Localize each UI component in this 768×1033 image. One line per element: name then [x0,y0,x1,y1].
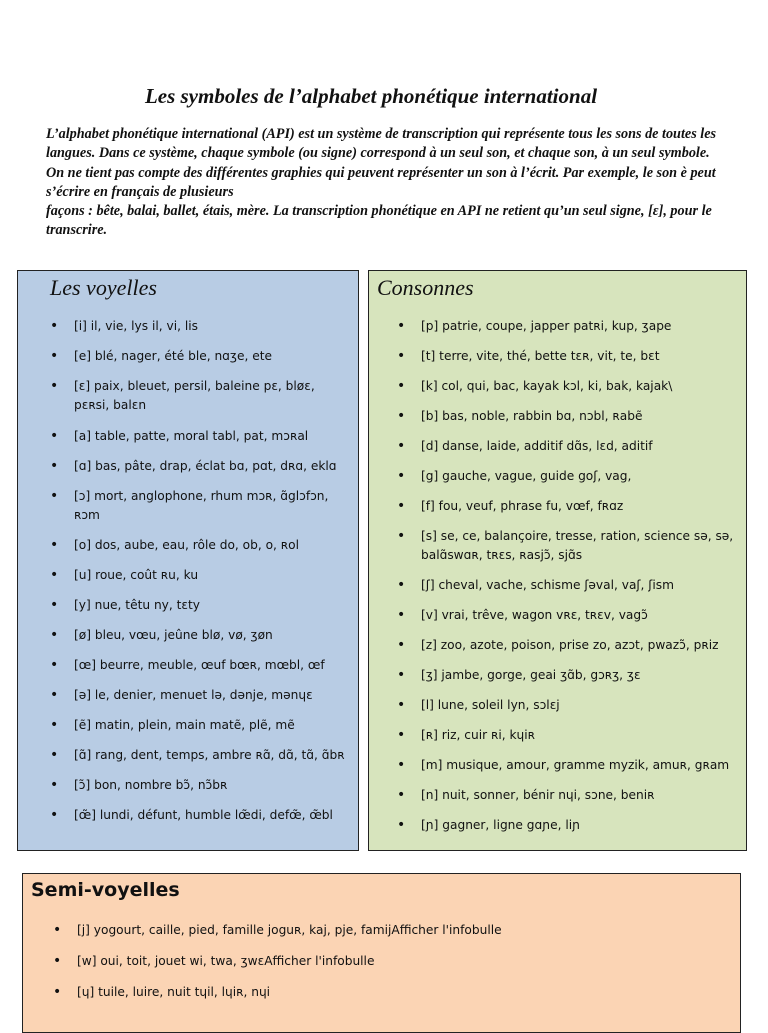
list-item: • [ʀ] riz, cuir ʀi, kɥiʀ [397,726,739,745]
list-item: • [ɔ] mort, anglophone, rhum mɔʀ, ɑ̃glɔfɔn, ʀɔm [50,487,350,525]
list-item: • [ɛ] paix, bleuet, persil, baleine pɛ, bløɛ, pɛʀsi, balɛn [50,377,350,415]
list-item: • [d] danse, laide, additif dɑ̃s, lɛd, aditif [397,437,739,456]
list-item: • [l] lune, soleil lyn, sɔlɛj [397,696,739,715]
vowels-heading: Les voyelles [50,275,157,300]
list-item: • [ɔ̃] bon, nombre bɔ̃, nɔ̃bʀ [50,776,350,795]
list-item: • [e] blé, nager, été ble, nɑʒe, ete [50,347,350,366]
list-item: • [p] patrie, coupe, japper patʀi, kup, ʒape [397,317,739,336]
consonants-heading: Consonnes [377,275,474,300]
list-item: • [ʒ] jambe, gorge, geai ʒɑ̃b, gɔʀʒ, ʒɛ [397,666,739,685]
semi-vowels-list [53,921,733,1014]
list-item: • [a] table, patte, moral tabl, pat, mɔʀal [50,427,350,446]
vowels-list [50,317,350,836]
list-item: • [f] fou, veuf, phrase fu, vœf, fʀɑz [397,497,739,516]
list-item: • [u] roue, coût ʀu, ku [50,566,350,585]
list-item: • [j] yogourt, caille, pied, famille joguʀ, kaj, pje, famijAfficher l'infobulle [53,921,733,940]
list-item: • [ʃ] cheval, vache, schisme ʃəval, vaʃ, ʃism [397,576,739,595]
list-item: • [m] musique, amour, gramme myzik, amuʀ, gʀam [397,756,739,775]
list-item: • [v] vrai, trêve, wagon vʀɛ, tʀɛv, vagɔ̃ [397,606,739,625]
intro-paragraph: façons : bête, balai, ballet, étais, mère. La transcription phonétique en API ne retient qu’un seul signe, [ɛ], pour le transcrire. [46,203,712,239]
page-title: Les symboles de l’alphabet phonétique international [144,84,598,108]
list-item: • [ɥ] tuile, luire, nuit tɥil, lɥiʀ, nɥi [53,983,733,1002]
vowels-panel [17,270,359,851]
list-item: • [y] nue, têtu ny, tɛty [50,596,350,615]
list-item: • [w] oui, toit, jouet wi, twa, ʒwɛAfficher l'infobulle [53,952,733,971]
intro-paragraph: L’alphabet phonétique international (API) est un système de transcription qui représente tous les sons de toutes les langues. Dans ce système, chaque symbole (ou signe) correspond à un seul son, et chaque son, à un seul symbole. On ne tient pas compte des différentes graphies qui peuvent représenter un son à l’écrit. Par exemple, le son è peut s’écrire en français de plusieurs [46,126,717,200]
list-item: • [ẽ] matin, plein, main matẽ, plẽ, mẽ [50,716,350,735]
list-item: • [ɑ̃] rang, dent, temps, ambre ʀɑ̃, dɑ̃, tɑ̃, ɑ̃bʀ [50,746,350,765]
list-item: • [k] col, qui, bac, kayak kɔl, ki, bak, kajak\ [397,377,739,396]
list-item: • [ø] bleu, vœu, jeûne blø, vø, ʒøn [50,626,350,645]
list-item: • [s] se, ce, balançoire, tresse, ration, science sə, sə, balɑ̃swɑʀ, tʀɛs, ʀasjɔ̃, sjɑ̃s [397,527,739,565]
list-item: • [ɑ] bas, pâte, drap, éclat bɑ, pɑt, dʀɑ, eklɑ [50,457,350,476]
list-item: • [b] bas, noble, rabbin bɑ, nɔbl, ʀabẽ [397,407,739,426]
intro-text [46,125,726,241]
list-item: • [ə] le, denier, menuet lə, dənje, mənɥɛ [50,686,350,705]
list-item: • [n] nuit, sonner, bénir nɥi, sɔne, beniʀ [397,786,739,805]
semi-vowels-heading: Semi-voyelles [31,879,180,901]
consonants-list [397,317,739,846]
list-item: • [t] terre, vite, thé, bette tɛʀ, vit, te, bɛt [397,347,739,366]
list-item: • [o] dos, aube, eau, rôle do, ob, o, ʀol [50,536,350,555]
semi-vowels-panel [22,873,741,1033]
list-item: • [g] gauche, vague, guide goʃ, vag, [397,467,739,486]
list-item: • [œ̃] lundi, défunt, humble lœ̃di, defœ̃, œ̃bl [50,806,350,825]
list-item: • [ɲ] gagner, ligne gɑɲe, liɲ [397,816,739,835]
list-item: • [i] il, vie, lys il, vi, lis [50,317,350,336]
list-item: • [z] zoo, azote, poison, prise zo, azɔt, pwazɔ̃, pʀiz [397,636,739,655]
list-item: • [œ] beurre, meuble, œuf bœʀ, mœbl, œf [50,656,350,675]
consonants-panel [368,270,747,851]
